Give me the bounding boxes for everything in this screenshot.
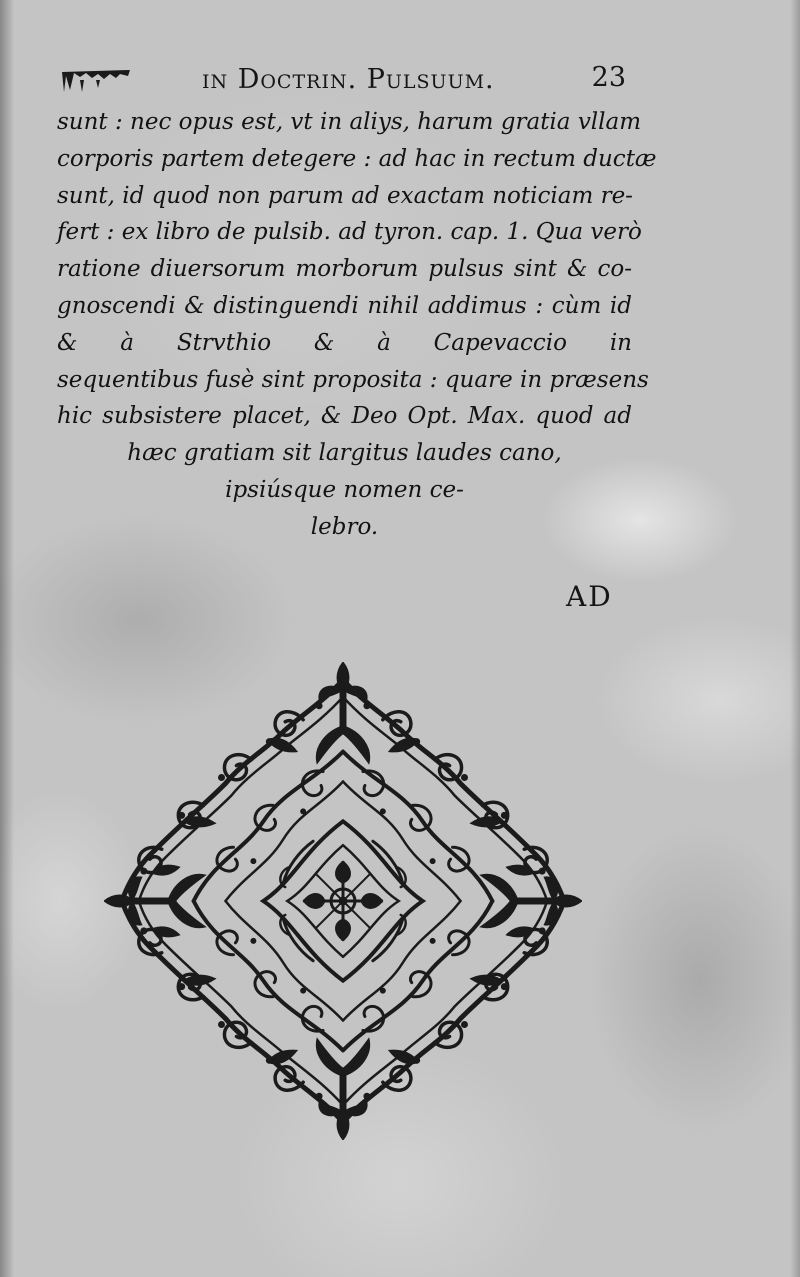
catchword: AD <box>566 580 613 613</box>
running-title: in Doctrin. Pulsuum. <box>202 64 495 95</box>
text-line: sunt, id quod non parum ad exactam noticiam re- <box>57 182 633 209</box>
text-line: ipsiúsque nomen ce- <box>225 476 464 503</box>
text-line: fert : ex libro de pulsib. ad tyron. cap. 1. Qua verò <box>57 219 642 246</box>
text-line: sunt : nec opus est, vt in aliys, harum gratia vllam <box>57 109 642 135</box>
page-number: 23 <box>591 62 626 93</box>
ornament-quadrant <box>343 680 564 901</box>
text-line: sequentibus fusè sint proposita : quare in præsens <box>57 366 649 393</box>
running-head <box>60 62 630 102</box>
text-line: hæc gratiam sit largitus laudes cano, <box>127 440 562 467</box>
text-line: gnoscendi & distinguendi nihil addimus : cùm id <box>57 292 632 319</box>
body-text <box>57 104 657 546</box>
text-line: & à Strvthio & à Capevaccio in <box>57 329 632 356</box>
text-line: ratione diuersorum morborum pulsus sint & co- <box>57 256 632 283</box>
text-line: lebro. <box>310 513 379 540</box>
text-line: hic subsistere placet, & Deo Opt. Max. quod ad <box>57 403 632 430</box>
diamond-fleuron-ornament <box>104 662 582 1140</box>
headpiece-ornament <box>60 68 132 94</box>
text-line: corporis partem detegere : ad hac in rectum ductæ <box>57 145 657 172</box>
